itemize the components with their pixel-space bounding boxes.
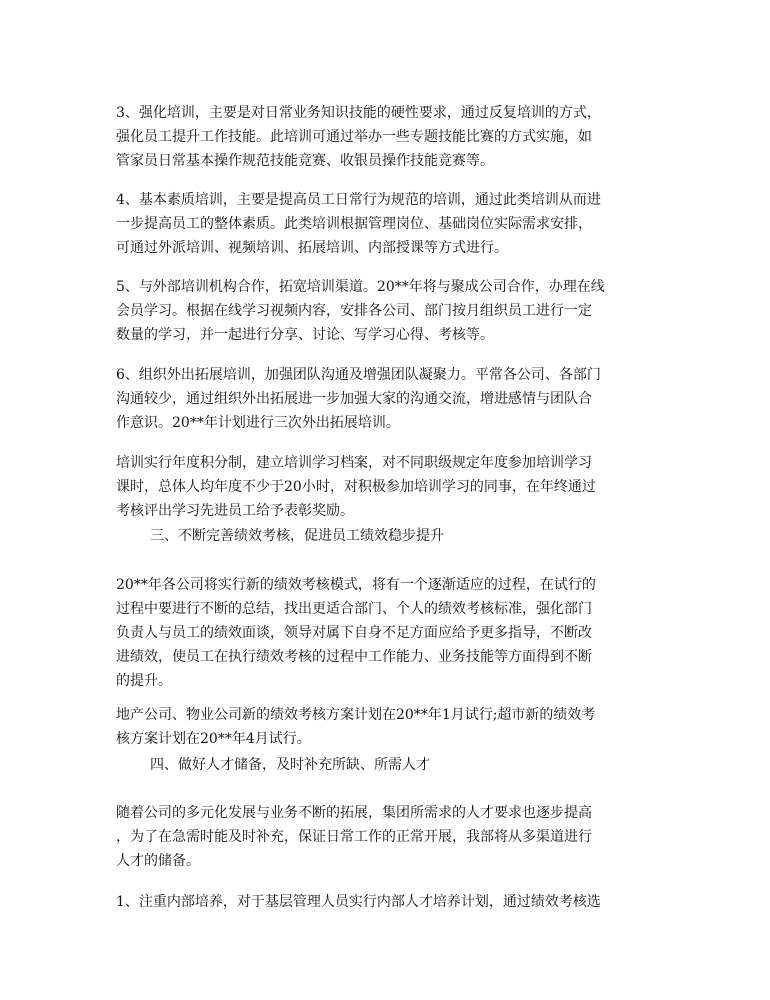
- paragraph-performance-model: [116, 573, 656, 693]
- text-line: 作意识。20**年计划进行三次外出拓展培训。: [116, 415, 400, 431]
- text-line: 一步提高员工的整体素质。此类培训根据管理岗位、基础岗位实际需求安排，: [116, 216, 592, 232]
- text-line: 核方案计划在20**年4月试行。: [116, 731, 311, 747]
- paragraph-trial-plan: [116, 703, 656, 751]
- paragraph-talent-demand: [116, 801, 656, 873]
- paragraph-external-cooperation: [116, 275, 656, 347]
- text-line: 考核评出学习先进员工给予表彰奖励。: [116, 503, 354, 519]
- text-line: ，为了在急需时能及时补充，保证日常工作的正常开展，我部将从多渠道进行: [116, 829, 592, 845]
- paragraph-credit-system: [116, 451, 656, 523]
- text-line: 过程中要进行不断的总结，找出更适合部门、个人的绩效考核标准，强化部门: [116, 601, 592, 617]
- text-line: 课时，总体人均年度不少于20小时，对积极参加培训学习的同事，在年终通过: [116, 479, 596, 495]
- text-line: 强化员工提升工作技能。此培训可通过举办一些专题技能比赛的方式实施，如: [116, 129, 592, 145]
- text-line: 人才的储备。: [116, 853, 200, 869]
- text-line: 随着公司的多元化发展与业务不断的拓展，集团所需求的人才要求也逐步提高: [116, 805, 592, 821]
- text-line: 6、组织外出拓展培训，加强团队沟通及增强团队凝聚力。平常各公司、各部门: [116, 367, 601, 383]
- text-line: 会员学习。根据在线学习视频内容，安排各公司、部门按月组织员工进行一定: [116, 303, 592, 319]
- text-line: 沟通较少，通过组织外出拓展进一步加强大家的沟通交流，增进感情与团队合: [116, 391, 592, 407]
- paragraph-internal-training: [116, 890, 656, 914]
- text-line: 20**年各公司将实行新的绩效考核模式，将有一个逐渐适应的过程，在试行的: [116, 577, 596, 593]
- text-line: 地产公司、物业公司新的绩效考核方案计划在20**年1月试行;超市新的绩效考: [116, 707, 596, 723]
- paragraph-outdoor-training: [116, 363, 656, 435]
- section-heading-talent-reserve: 四、做好人才储备，及时补充所缺、所需人才: [150, 757, 430, 773]
- section-heading-performance: 三、不断完善绩效考核，促进员工绩效稳步提升: [150, 528, 444, 544]
- text-line: 管家员日常基本操作规范技能竞赛、收银员操作技能竞赛等。: [116, 153, 494, 169]
- text-line: 负责人与员工的绩效面谈，领导对属下自身不足方面应给予更多指导，不断改: [116, 625, 592, 641]
- text-line: 数量的学习，并一起进行分享、讨论、写学习心得、考核等。: [116, 327, 494, 343]
- paragraph-strengthen-training: [116, 101, 656, 173]
- text-line: 进绩效，使员工在执行绩效考核的过程中工作能力、业务技能等方面得到不断: [116, 649, 592, 665]
- text-line: 的提升。: [116, 673, 172, 689]
- text-line: 可通过外派培训、视频培训、拓展培训、内部授课等方式进行。: [116, 240, 508, 256]
- text-line: 5、与外部培训机构合作，拓宽培训渠道。20**年将与聚成公司合作，办理在线: [116, 279, 605, 295]
- text-line: 3、强化培训，主要是对日常业务知识技能的硬性要求，通过反复培训的方式，: [116, 105, 601, 121]
- paragraph-basic-quality-training: [116, 188, 656, 260]
- text-line: 1、注重内部培养，对于基层管理人员实行内部人才培养计划，通过绩效考核选: [116, 894, 601, 910]
- text-line: 4、基本素质培训，主要是提高员工日常行为规范的培训，通过此类培训从而进: [116, 192, 601, 208]
- text-line: 培训实行年度积分制，建立培训学习档案，对不同职级规定年度参加培训学习: [116, 455, 592, 471]
